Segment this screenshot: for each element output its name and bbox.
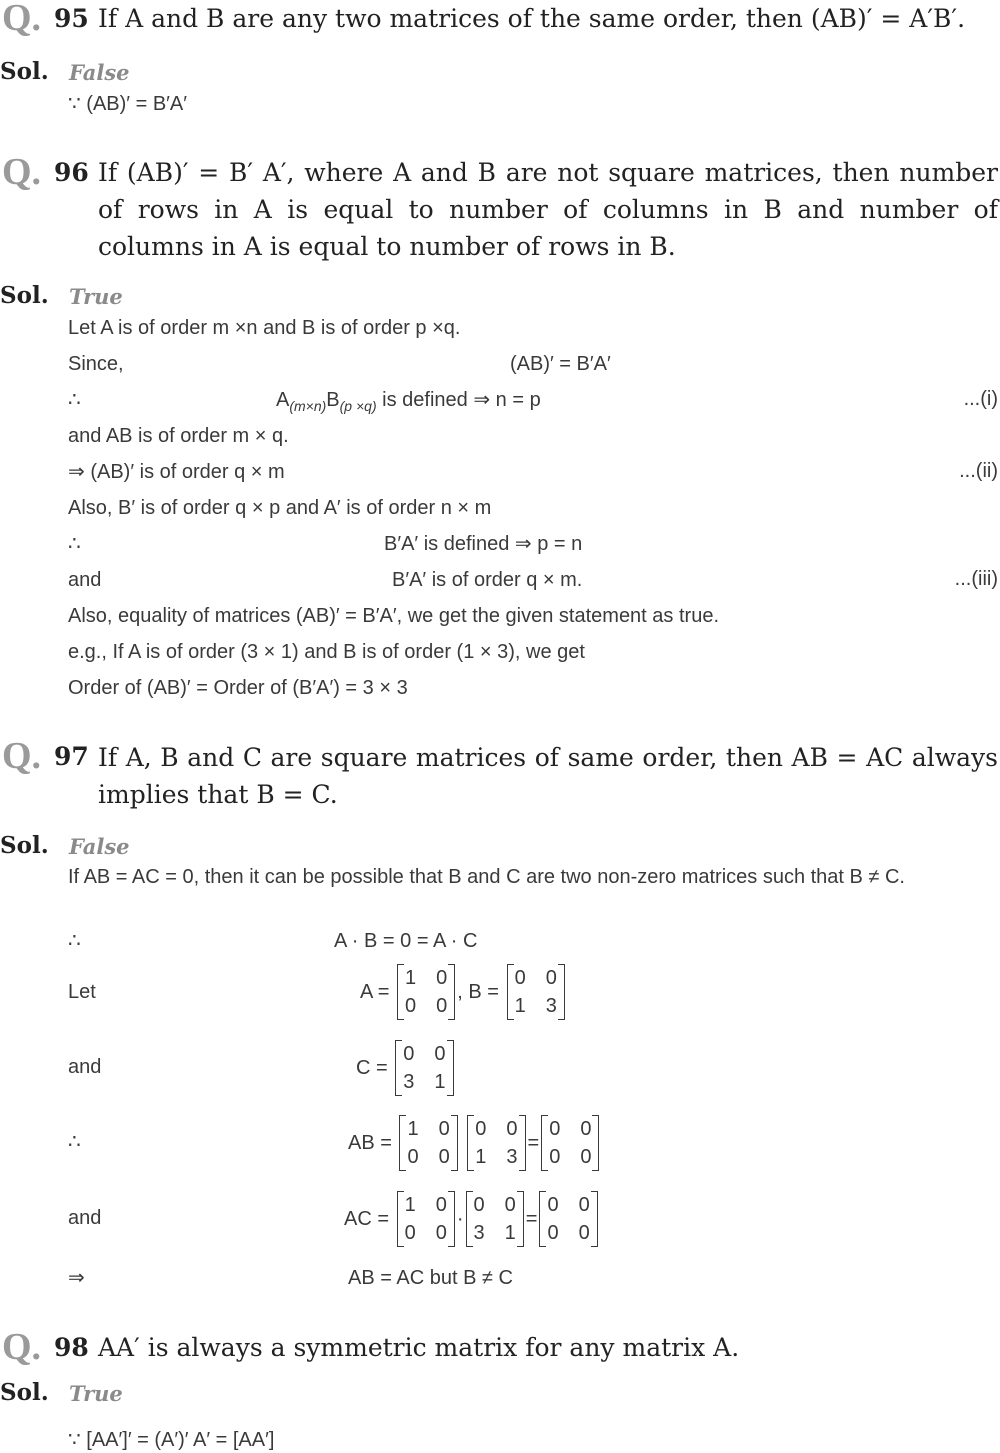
matrix-entry: 0 [404, 1222, 416, 1244]
line-label: and [68, 1056, 102, 1078]
eq-part: AC = [344, 1208, 390, 1230]
equation: (AB)′ = B′A′ [510, 353, 611, 375]
solution-line: and AB is of order m × q. [68, 425, 289, 447]
question-number: 97 [54, 742, 89, 771]
matrix-entry: 0 [436, 995, 448, 1017]
matrix-entry: 0 [473, 1194, 485, 1216]
matrix-entry: 1 [405, 967, 417, 989]
eq-part: is defined ⇒ n = p [376, 389, 541, 411]
equation [356, 1036, 456, 1100]
eq-part: C = [356, 1057, 388, 1079]
eq-part: A = [360, 981, 390, 1003]
line-label: ∴ [68, 1131, 81, 1153]
answer-verdict: True [69, 284, 123, 309]
solution-label: Sol. [0, 1379, 49, 1406]
matrix-entry: 0 [580, 1146, 592, 1168]
matrix-entry: 0 [549, 1118, 561, 1140]
matrix-entry: 0 [435, 1194, 447, 1216]
matrix-entry: 0 [403, 1043, 415, 1065]
equation: B′A′ is defined ⇒ p = n [384, 533, 583, 555]
matrix-b [467, 1115, 525, 1171]
matrix-entry: 0 [434, 1043, 446, 1065]
equation: AB = AC but B ≠ C [348, 1267, 513, 1289]
solution-label: Sol. [0, 832, 49, 859]
matrix-entry: 0 [436, 967, 448, 989]
answer-verdict: True [69, 1381, 123, 1406]
equation [344, 1187, 600, 1251]
matrix-entry: 0 [547, 1194, 559, 1216]
solution-label: Sol. [0, 58, 49, 85]
question-number: 95 [54, 4, 89, 33]
line-label: ∴ [68, 533, 81, 555]
line-label: and [68, 1207, 102, 1229]
matrix-entry: 0 [545, 967, 557, 989]
matrix-entry: 0 [506, 1118, 518, 1140]
solution-line: e.g., If A is of order (3 × 1) and B is of order (1 × 3), we get [68, 641, 585, 663]
matrix-entry: 0 [580, 1118, 592, 1140]
matrix-entry: 0 [435, 1222, 447, 1244]
matrix-entry: 0 [504, 1194, 516, 1216]
matrix-entry: 1 [514, 995, 526, 1017]
solution-label: Sol. [0, 282, 49, 309]
eq-part: · [456, 1208, 464, 1230]
matrix-zero [539, 1191, 597, 1247]
matrix-entry: 1 [434, 1071, 446, 1093]
matrix-a [397, 964, 455, 1020]
matrix-entry: 0 [547, 1222, 559, 1244]
solution-line: Also, B′ is of order q × p and A′ is of order n × m [68, 497, 492, 519]
line-label: Since, [68, 353, 124, 375]
matrix-entry: 0 [438, 1146, 450, 1168]
line-label: ∴ [68, 389, 81, 411]
eq-part: , B = [457, 981, 499, 1003]
equation: A · B = 0 = A · C [334, 930, 478, 952]
equation-tag: ...(i) [963, 388, 998, 410]
solution-line: Order of (AB)′ = Order of (B′A′) = 3 × 3 [68, 677, 408, 699]
matrix-entry: 0 [475, 1118, 487, 1140]
matrix-entry: 1 [475, 1146, 487, 1168]
line-label: Let [68, 981, 96, 1003]
eq-part: AB = [348, 1132, 392, 1154]
matrix-b [507, 964, 565, 1020]
equation [276, 388, 541, 418]
answer-verdict: False [69, 60, 130, 85]
question-text: If A, B and C are square matrices of same order, then AB = AC always implies that B = C. [98, 743, 998, 809]
subscript: (p ×q) [339, 398, 377, 414]
eq-part: = [525, 1208, 538, 1230]
matrix-entry: 3 [403, 1071, 415, 1093]
matrix-entry: 0 [407, 1146, 419, 1168]
equation-tag: ...(iii) [954, 568, 998, 590]
line-label: ∴ [68, 930, 81, 952]
question-number: 98 [54, 1333, 89, 1362]
question-text: If (AB)′ = B′ A′, where A and B are not square matrices, then number of rows in A is equal to number of columns in B and number of columns in A is equal to number of rows in B. [98, 158, 998, 261]
matrix-entry: 1 [404, 1194, 416, 1216]
question-mark-label: Q. [2, 735, 42, 777]
question-mark-label: Q. [2, 1326, 42, 1368]
equation: B′A′ is of order q × m. [392, 569, 583, 591]
eq-part: A [276, 389, 290, 411]
matrix-entry: 0 [514, 967, 526, 989]
solution-line: Let A is of order m ×n and B is of order p ×q. [68, 317, 461, 339]
question-text: If A and B are any two matrices of the same order, then (AB)′ = A′B′. [98, 4, 966, 33]
eq-part: = [527, 1132, 540, 1154]
matrix-entry: 3 [473, 1222, 485, 1244]
answer-verdict: False [69, 834, 130, 859]
matrix-entry: 0 [578, 1222, 590, 1244]
line-label: and [68, 569, 102, 591]
matrix-entry: 3 [506, 1146, 518, 1168]
equation-tag: ...(ii) [959, 460, 998, 482]
matrix-a [399, 1115, 457, 1171]
question-mark-label: Q. [2, 0, 42, 39]
line-label: ⇒ [68, 1267, 85, 1289]
matrix-a [397, 1191, 455, 1247]
question-text: AA′ is always a symmetric matrix for any matrix A. [98, 1333, 740, 1362]
question-number: 96 [54, 158, 89, 187]
matrix-entry: 3 [545, 995, 557, 1017]
matrix-entry: 1 [504, 1222, 516, 1244]
question-mark-label: Q. [2, 151, 42, 193]
matrix-entry: 0 [578, 1194, 590, 1216]
solution-line: ∵ [AA′]′ = (A′)′ A′ = [AA′] [68, 1429, 275, 1451]
solution-line: ⇒ (AB)′ is of order q × m [68, 461, 285, 483]
equation [348, 1111, 601, 1175]
solution-line: ∵ (AB)′ = B′A′ [68, 93, 188, 115]
matrix-c [395, 1040, 453, 1096]
matrix-entry: 0 [549, 1146, 561, 1168]
equation [360, 960, 567, 1024]
solution-paragraph: If AB = AC = 0, then it can be possible that B and C are two non-zero matrices such that B ≠ C. [68, 866, 905, 888]
matrix-c [466, 1191, 524, 1247]
eq-part: B [326, 389, 340, 411]
solution-line: Also, equality of matrices (AB)′ = B′A′, we get the given statement as true. [68, 605, 719, 627]
matrix-entry: 0 [405, 995, 417, 1017]
subscript: (m×n) [289, 398, 327, 414]
matrix-entry: 1 [407, 1118, 419, 1140]
matrix-zero [541, 1115, 599, 1171]
matrix-entry: 0 [438, 1118, 450, 1140]
